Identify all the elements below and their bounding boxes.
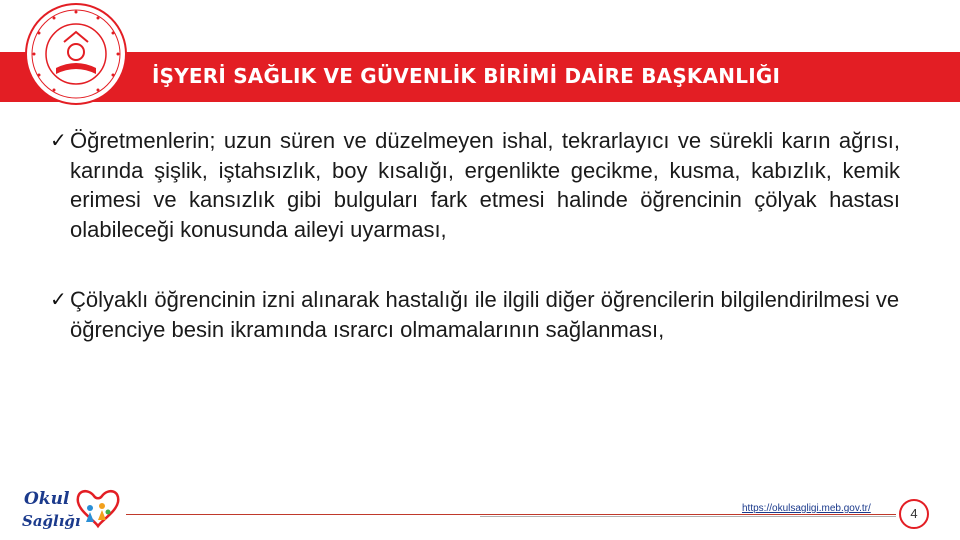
list-item-text: Çölyaklı öğrencinin izni alınarak hastalığı ile ilgili diğer öğrencilerin bilgilendirilmesi ve öğrenciye besin ikramında ısrarcı olmamalarının sağlanması,: [70, 287, 900, 342]
logo-line-2: Sağlığı: [22, 512, 81, 530]
page-number: 4: [899, 499, 929, 529]
content-area: [50, 126, 900, 344]
list-item: [50, 126, 900, 244]
footer-url-link[interactable]: https://okulsagligi.meb.gov.tr/: [742, 503, 871, 514]
list-item-text: Öğretmenlerin; uzun süren ve düzelmeyen ishal, tekrarlayıcı ve sürekli karın ağrısı, karında şişlik, iştahsızlık, boy kısalığı, ergenlikte gecikme, kusma, kabızlık, kemik erimesi ve kansızlık gibi bulguları fark etmesi halinde öğrencinin çölyak hastası olabileceği konusunda aileyi uyarması,: [70, 128, 900, 242]
footer-divider: [126, 514, 896, 515]
check-icon: ✓: [50, 128, 67, 152]
okul-sagligi-logo: [18, 482, 128, 538]
logo-line-1: Okul: [24, 489, 70, 509]
check-icon: ✓: [50, 287, 67, 311]
list-item: [50, 285, 900, 344]
page-title: İŞYERİ SAĞLIK VE GÜVENLİK BİRİMİ DAİRE BAŞKANLIĞI: [152, 64, 781, 88]
meb-seal-icon: [24, 2, 128, 106]
footer-divider-secondary: [480, 516, 896, 517]
